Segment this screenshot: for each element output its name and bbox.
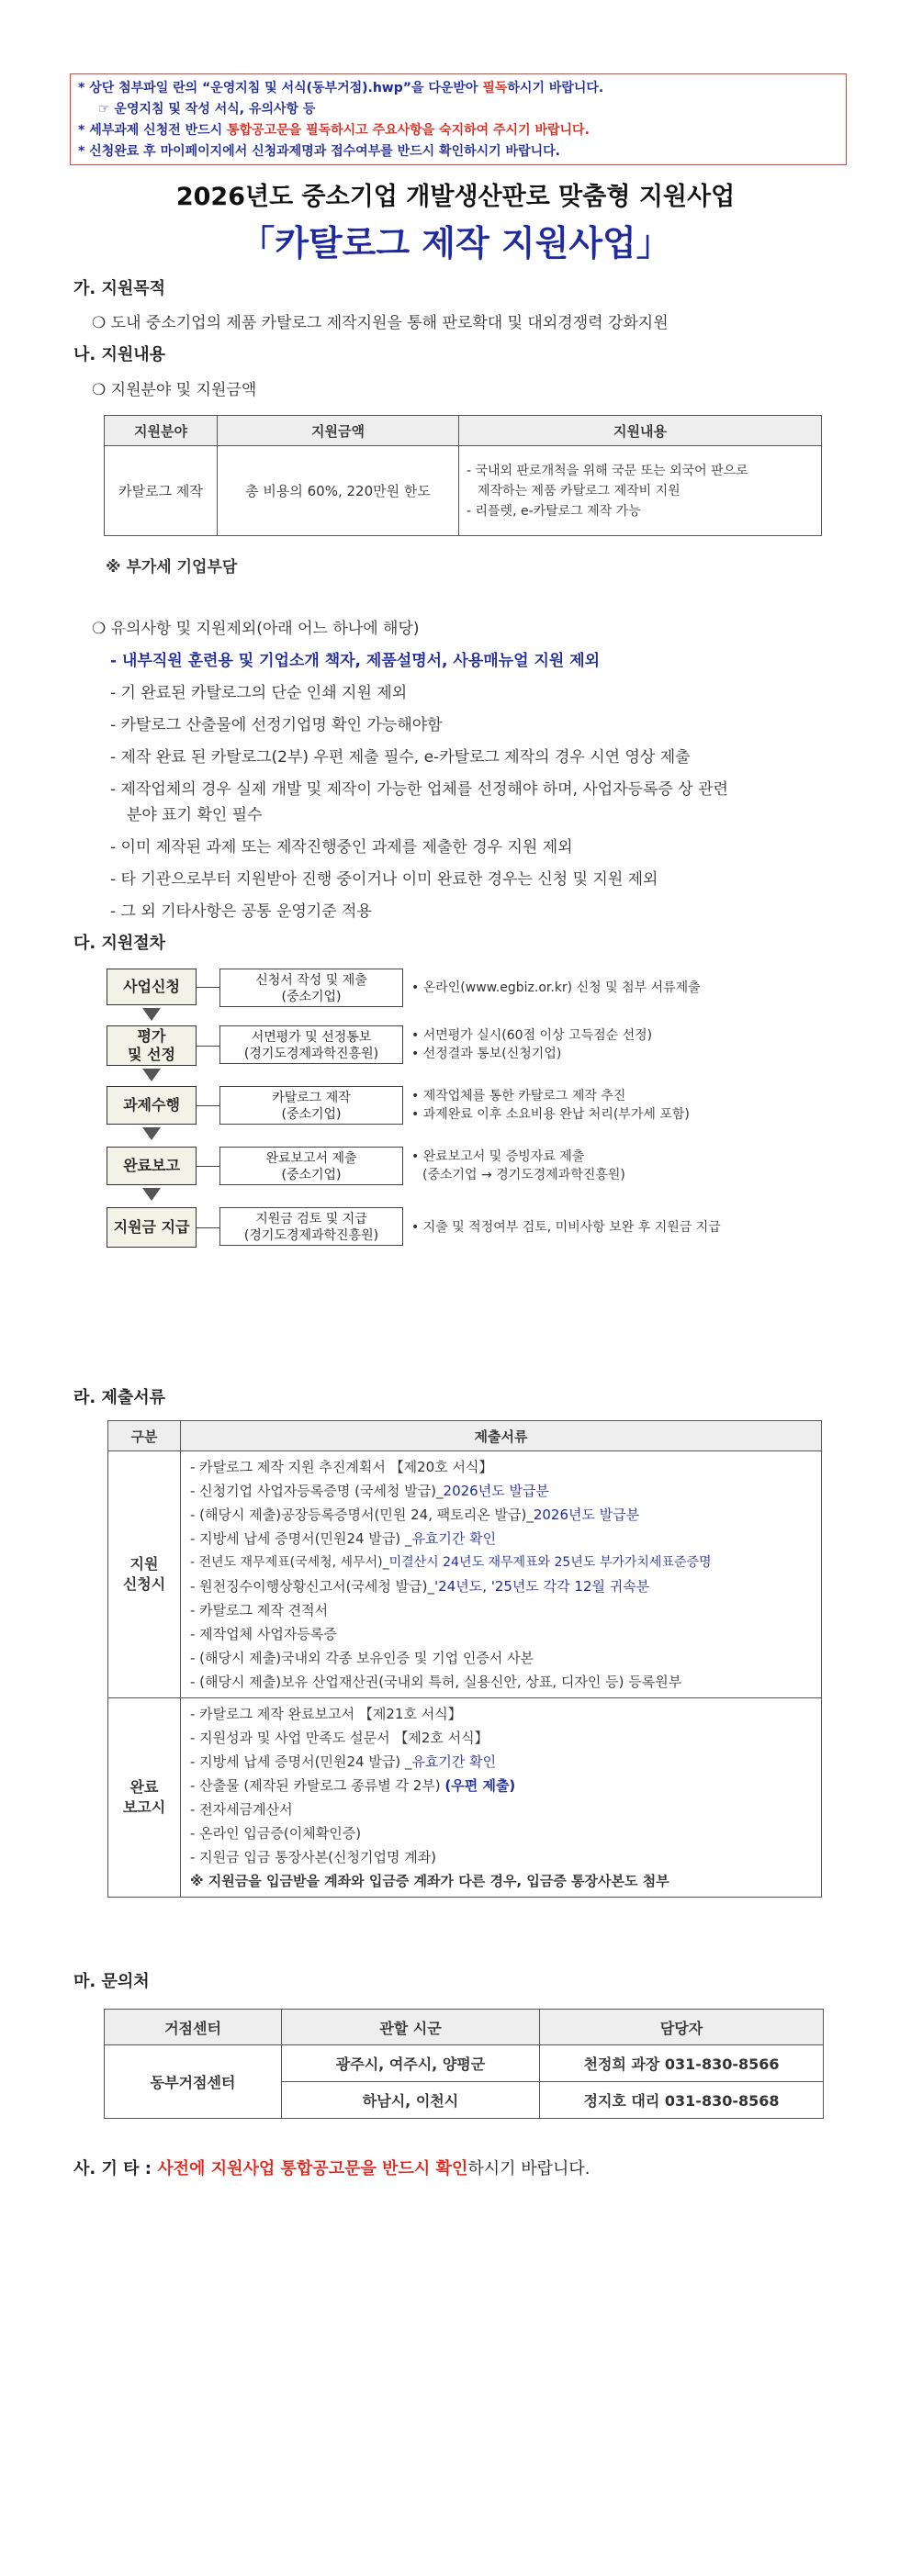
doc-item-note: 미결산시 24년도 재무제표와 25년도 부가가치세표준증명 xyxy=(388,1555,712,1570)
flow-note: • 완료보고서 및 증빙자료 제출 xyxy=(411,1149,585,1164)
flow-desc-line: (경기도경제과학진흥원) xyxy=(243,1047,379,1061)
doc-item-text: - 산출물 (제작된 카탈로그 종류별 각 2부) xyxy=(190,1777,445,1794)
detail-line: - 국내외 판로개척을 위해 국문 또는 외국어 판으로 xyxy=(467,463,748,478)
list-item xyxy=(190,1646,812,1670)
caution-item: - 제작 완료 된 카탈로그(2부) 우편 제출 필수, e-카탈로그 제작의 경우 시연 영상 제출 xyxy=(110,748,691,767)
flow-desc xyxy=(219,1025,403,1064)
table-row xyxy=(108,1698,822,1898)
flow-connector xyxy=(197,1227,219,1228)
flow-desc xyxy=(219,1147,403,1185)
flow-connector xyxy=(197,1105,219,1106)
down-arrow-icon xyxy=(142,1127,161,1140)
table-header: 제출서류 xyxy=(181,1421,822,1451)
doc-item-note: '24년도, '25년도 각각 12월 귀속분 xyxy=(434,1578,650,1595)
flow-note: • 제작업체를 통한 카탈로그 제작 추진 xyxy=(411,1089,626,1103)
section-process-heading: 다. 지원절차 xyxy=(73,934,166,953)
list-item xyxy=(190,1845,812,1869)
flow-note: (중소기업 → 경기도경제과학진흥원) xyxy=(422,1168,625,1182)
notice-text: * 세부과제 신청전 반드시 xyxy=(78,123,228,138)
table-header: 지원내용 xyxy=(459,416,822,446)
support-table xyxy=(104,415,822,536)
table-header: 담당자 xyxy=(540,2010,824,2045)
doc-note: ※ 지원금을 입금받을 계좌와 입금증 계좌가 다른 경우, 입금증 통장사본도 첨부 xyxy=(190,1873,669,1889)
doc-item-text: - 전년도 재무제표(국세청, 세무서)_ xyxy=(190,1555,389,1570)
notice-line-2: ☞ 운영지침 및 작성 서식, 유의사항 등 xyxy=(98,102,316,117)
flow-step-report: 완료보고 xyxy=(107,1147,197,1185)
doc-item-note: 2026년도 발급분 xyxy=(443,1483,549,1499)
caution-heading: ❍ 유의사항 및 지원제외(아래 어느 하나에 해당) xyxy=(92,620,420,638)
etc-text: 하시기 바랍니다. xyxy=(467,2159,590,2178)
flow-desc-line: 완료보고서 제출 xyxy=(265,1151,357,1166)
list-item xyxy=(190,1726,812,1750)
flow-note: • 선정결과 통보(신청기업) xyxy=(411,1047,562,1061)
doc-item-text: - 지방세 납세 증명서(민원24 발급) _ xyxy=(190,1530,412,1547)
contact-area: 광주시, 여주시, 양평군 xyxy=(282,2045,540,2082)
doc-list-apply xyxy=(181,1451,822,1698)
section-etc xyxy=(73,2156,590,2179)
flow-note: • 지출 및 적정여부 검토, 미비사항 보완 후 지원금 지급 xyxy=(411,1220,721,1235)
flow-step-label: 평가 xyxy=(137,1027,166,1045)
list-item xyxy=(190,1503,812,1527)
doc-item-text: - 카탈로그 제작 지원 추진계획서 【제20호 서식】 xyxy=(190,1459,493,1475)
table-header: 지원금액 xyxy=(218,416,459,446)
etc-emphasis: 사전에 지원사업 통합공고문을 반드시 확인 xyxy=(157,2159,468,2178)
flow-desc-line: (중소기업) xyxy=(281,1107,342,1122)
doc-item-text: - 원천징수이행상황신고서(국세청 발급)_ xyxy=(190,1578,434,1595)
list-item xyxy=(190,1622,812,1646)
list-item xyxy=(190,1574,812,1598)
caution-item-cont: 분야 표기 확인 필수 xyxy=(127,806,263,824)
flow-desc-line: 서면평가 및 선정통보 xyxy=(251,1030,372,1045)
doc-category-apply xyxy=(108,1451,181,1698)
flow-desc xyxy=(219,1207,403,1246)
table-header-row xyxy=(108,1421,822,1451)
caution-item: - 그 외 기타사항은 공통 운영기준 적용 xyxy=(110,902,372,921)
caution-item: - 기 완료된 카탈로그의 단순 인쇄 지원 제외 xyxy=(110,684,408,702)
table-row xyxy=(105,2045,824,2082)
table-header: 관할 시군 xyxy=(282,2010,540,2045)
notice-emphasis: 필독 xyxy=(482,81,508,95)
doc-item-text: - (해당시 제출)국내외 각종 보유인증 및 기업 인증서 사본 xyxy=(190,1650,534,1666)
doc-item-note: (우편 제출) xyxy=(444,1777,516,1794)
flow-step-payment: 지원금 지급 xyxy=(107,1207,197,1248)
section-purpose-heading: 가. 지원목적 xyxy=(73,279,166,298)
caution-item: - 카탈로그 산출물에 선정기업명 확인 가능해야함 xyxy=(110,716,443,734)
flow-desc-line: 신청서 작성 및 제출 xyxy=(255,973,367,988)
table-header-row xyxy=(105,416,822,446)
documents-table xyxy=(107,1420,822,1898)
flow-desc-line: 지원금 검토 및 지급 xyxy=(255,1212,367,1226)
notice-line-4: * 신청완료 후 마이페이지에서 신청과제명과 접수여부를 반드시 확인하시기 바랍니다. xyxy=(78,144,560,159)
doc-category-label: 보고시 xyxy=(122,1798,166,1816)
doc-list-done xyxy=(181,1698,822,1898)
doc-item-text: - 지원금 입금 통장사본(신청기업명 계좌) xyxy=(190,1849,437,1865)
flow-desc-line: (경기도경제과학진흥원) xyxy=(243,1228,379,1243)
notice-text: 하시기 바랍니다. xyxy=(507,81,604,95)
flow-step-execution: 과제수행 xyxy=(107,1086,197,1125)
contact-area: 하남시, 이천시 xyxy=(282,2082,540,2119)
doc-item-text: - 전자세금계산서 xyxy=(190,1801,293,1818)
doc-item-text: - 카탈로그 제작 완료보고서 【제21호 서식】 xyxy=(190,1706,462,1722)
flow-note: • 과제완료 이후 소요비용 완납 처리(부가세 포함) xyxy=(411,1107,690,1122)
caution-item: - 타 기관으로부터 지원받아 진행 중이거나 이미 완료한 경우는 신청 및 지원 제외 xyxy=(110,870,658,889)
list-item xyxy=(190,1670,812,1694)
table-header: 거점센터 xyxy=(105,2010,282,2045)
doc-item-text: - (해당시 제출)공장등록증명서(민원 24, 팩토리온 발급)_ xyxy=(190,1506,534,1523)
purpose-text: ❍ 도내 중소기업의 제품 카탈로그 제작지원을 통해 판로확대 및 대외경쟁력 강화지원 xyxy=(92,314,669,332)
doc-item-text: - 지방세 납세 증명서(민원24 발급) _ xyxy=(190,1753,412,1770)
table-cell-field: 카탈로그 제작 xyxy=(105,446,218,536)
etc-label: 사. 기 타 : xyxy=(73,2159,158,2178)
contact-center: 동부거점센터 xyxy=(105,2045,282,2119)
doc-item-text: - 온라인 입금증(이체확인증) xyxy=(190,1825,362,1842)
doc-category-label: 완료 xyxy=(129,1778,159,1796)
contact-person: 정지호 대리 031-830-8568 xyxy=(540,2082,824,2119)
contact-table xyxy=(104,2009,824,2119)
flow-desc xyxy=(219,1086,403,1125)
caution-item: - 내부직원 훈련용 및 기업소개 책자, 제품설명서, 사용매뉴얼 지원 제외 xyxy=(110,652,601,670)
doc-item-note: 유효기간 확인 xyxy=(411,1530,497,1547)
flow-desc-line: (중소기업) xyxy=(281,990,342,1004)
table-row xyxy=(105,446,822,536)
flow-desc xyxy=(219,969,403,1007)
page-title: 2026년도 중소기업 개발생산판로 맞춤형 지원사업 xyxy=(175,183,736,211)
flow-desc-line: (중소기업) xyxy=(281,1168,342,1182)
section-documents-heading: 라. 제출서류 xyxy=(73,1388,166,1407)
doc-item-text: - (해당시 제출)보유 산업재산권(국내외 특허, 실용신안, 상표, 디자인 등) 등록원부 xyxy=(190,1674,682,1690)
notice-line-3 xyxy=(78,120,838,141)
flow-step-apply: 사업신청 xyxy=(107,969,197,1005)
list-item xyxy=(190,1527,812,1551)
flow-connector xyxy=(197,1046,219,1047)
flow-note: • 온라인(www.egbiz.or.kr) 신청 및 첨부 서류제출 xyxy=(411,980,701,995)
detail-line: - 리플렛, e-카탈로그 제작 가능 xyxy=(467,503,641,519)
list-item xyxy=(190,1798,812,1821)
doc-category-label: 신청시 xyxy=(122,1575,166,1593)
doc-item-note: 유효기간 확인 xyxy=(411,1753,497,1770)
page-subtitle: 「카탈로그 제작 지원사업」 xyxy=(240,223,671,263)
detail-line: 제작하는 제품 카탈로그 제작비 지원 xyxy=(478,483,680,498)
table-header: 구분 xyxy=(108,1421,181,1451)
list-item xyxy=(190,1774,812,1798)
notice-emphasis: 통합공고문을 필독하시고 주요사항을 숙지하여 주시기 바랍니다. xyxy=(227,123,590,138)
list-item xyxy=(190,1598,812,1622)
table-header-row xyxy=(105,2010,824,2045)
doc-item-text: - 신청기업 사업자등록증명 (국세청 발급)_ xyxy=(190,1483,444,1499)
doc-item-text: - 지원성과 및 사업 만족도 설문서 【제2호 서식】 xyxy=(190,1730,489,1746)
notice-box xyxy=(70,73,847,165)
notice-line-1 xyxy=(78,78,838,99)
list-item xyxy=(190,1479,812,1503)
table-cell-amount: 총 비용의 60%, 220만원 한도 xyxy=(218,446,459,536)
doc-category-label: 지원 xyxy=(129,1555,159,1573)
list-item xyxy=(190,1702,812,1726)
down-arrow-icon xyxy=(142,1008,161,1021)
down-arrow-icon xyxy=(142,1069,161,1081)
doc-item-text: - 제작업체 사업자등록증 xyxy=(190,1626,337,1642)
caution-item: - 이미 제작된 과제 또는 제작진행중인 과제를 제출한 경우 지원 제외 xyxy=(110,838,573,857)
list-item xyxy=(190,1455,812,1479)
doc-item-text: - 카탈로그 제작 견적서 xyxy=(190,1602,329,1618)
contact-person: 천정희 과장 031-830-8566 xyxy=(540,2045,824,2082)
flow-desc-line: 카탈로그 제작 xyxy=(272,1091,351,1105)
doc-category-done xyxy=(108,1698,181,1898)
flow-connector xyxy=(197,1166,219,1167)
section-content-heading: 나. 지원내용 xyxy=(73,345,166,364)
flow-step-label: 및 선정 xyxy=(128,1046,175,1063)
list-item xyxy=(190,1750,812,1774)
doc-item-note: 2026년도 발급분 xyxy=(533,1506,640,1523)
flow-note: • 서면평가 실시(60점 이상 고득점순 선정) xyxy=(411,1028,653,1043)
list-item xyxy=(190,1551,812,1574)
content-subheading: ❍ 지원분야 및 지원금액 xyxy=(92,381,257,399)
table-cell-detail xyxy=(459,446,822,536)
caution-item: - 제작업체의 경우 실제 개발 및 제작이 가능한 업체를 선정해야 하며, 사업자등록증 상 관련 xyxy=(110,780,728,799)
down-arrow-icon xyxy=(142,1188,161,1201)
section-contact-heading: 마. 문의처 xyxy=(73,1972,150,1991)
notice-text: * 상단 첨부파일 란의 “운영지침 및 서식(동부거점).hwp”을 다운받아 xyxy=(78,81,483,95)
flow-connector xyxy=(197,987,219,988)
table-header: 지원분야 xyxy=(105,416,218,446)
table-row xyxy=(108,1451,822,1698)
list-item xyxy=(190,1821,812,1845)
flow-step-evaluation xyxy=(107,1025,197,1066)
vat-note: ※ 부가세 기업부담 xyxy=(106,558,238,577)
